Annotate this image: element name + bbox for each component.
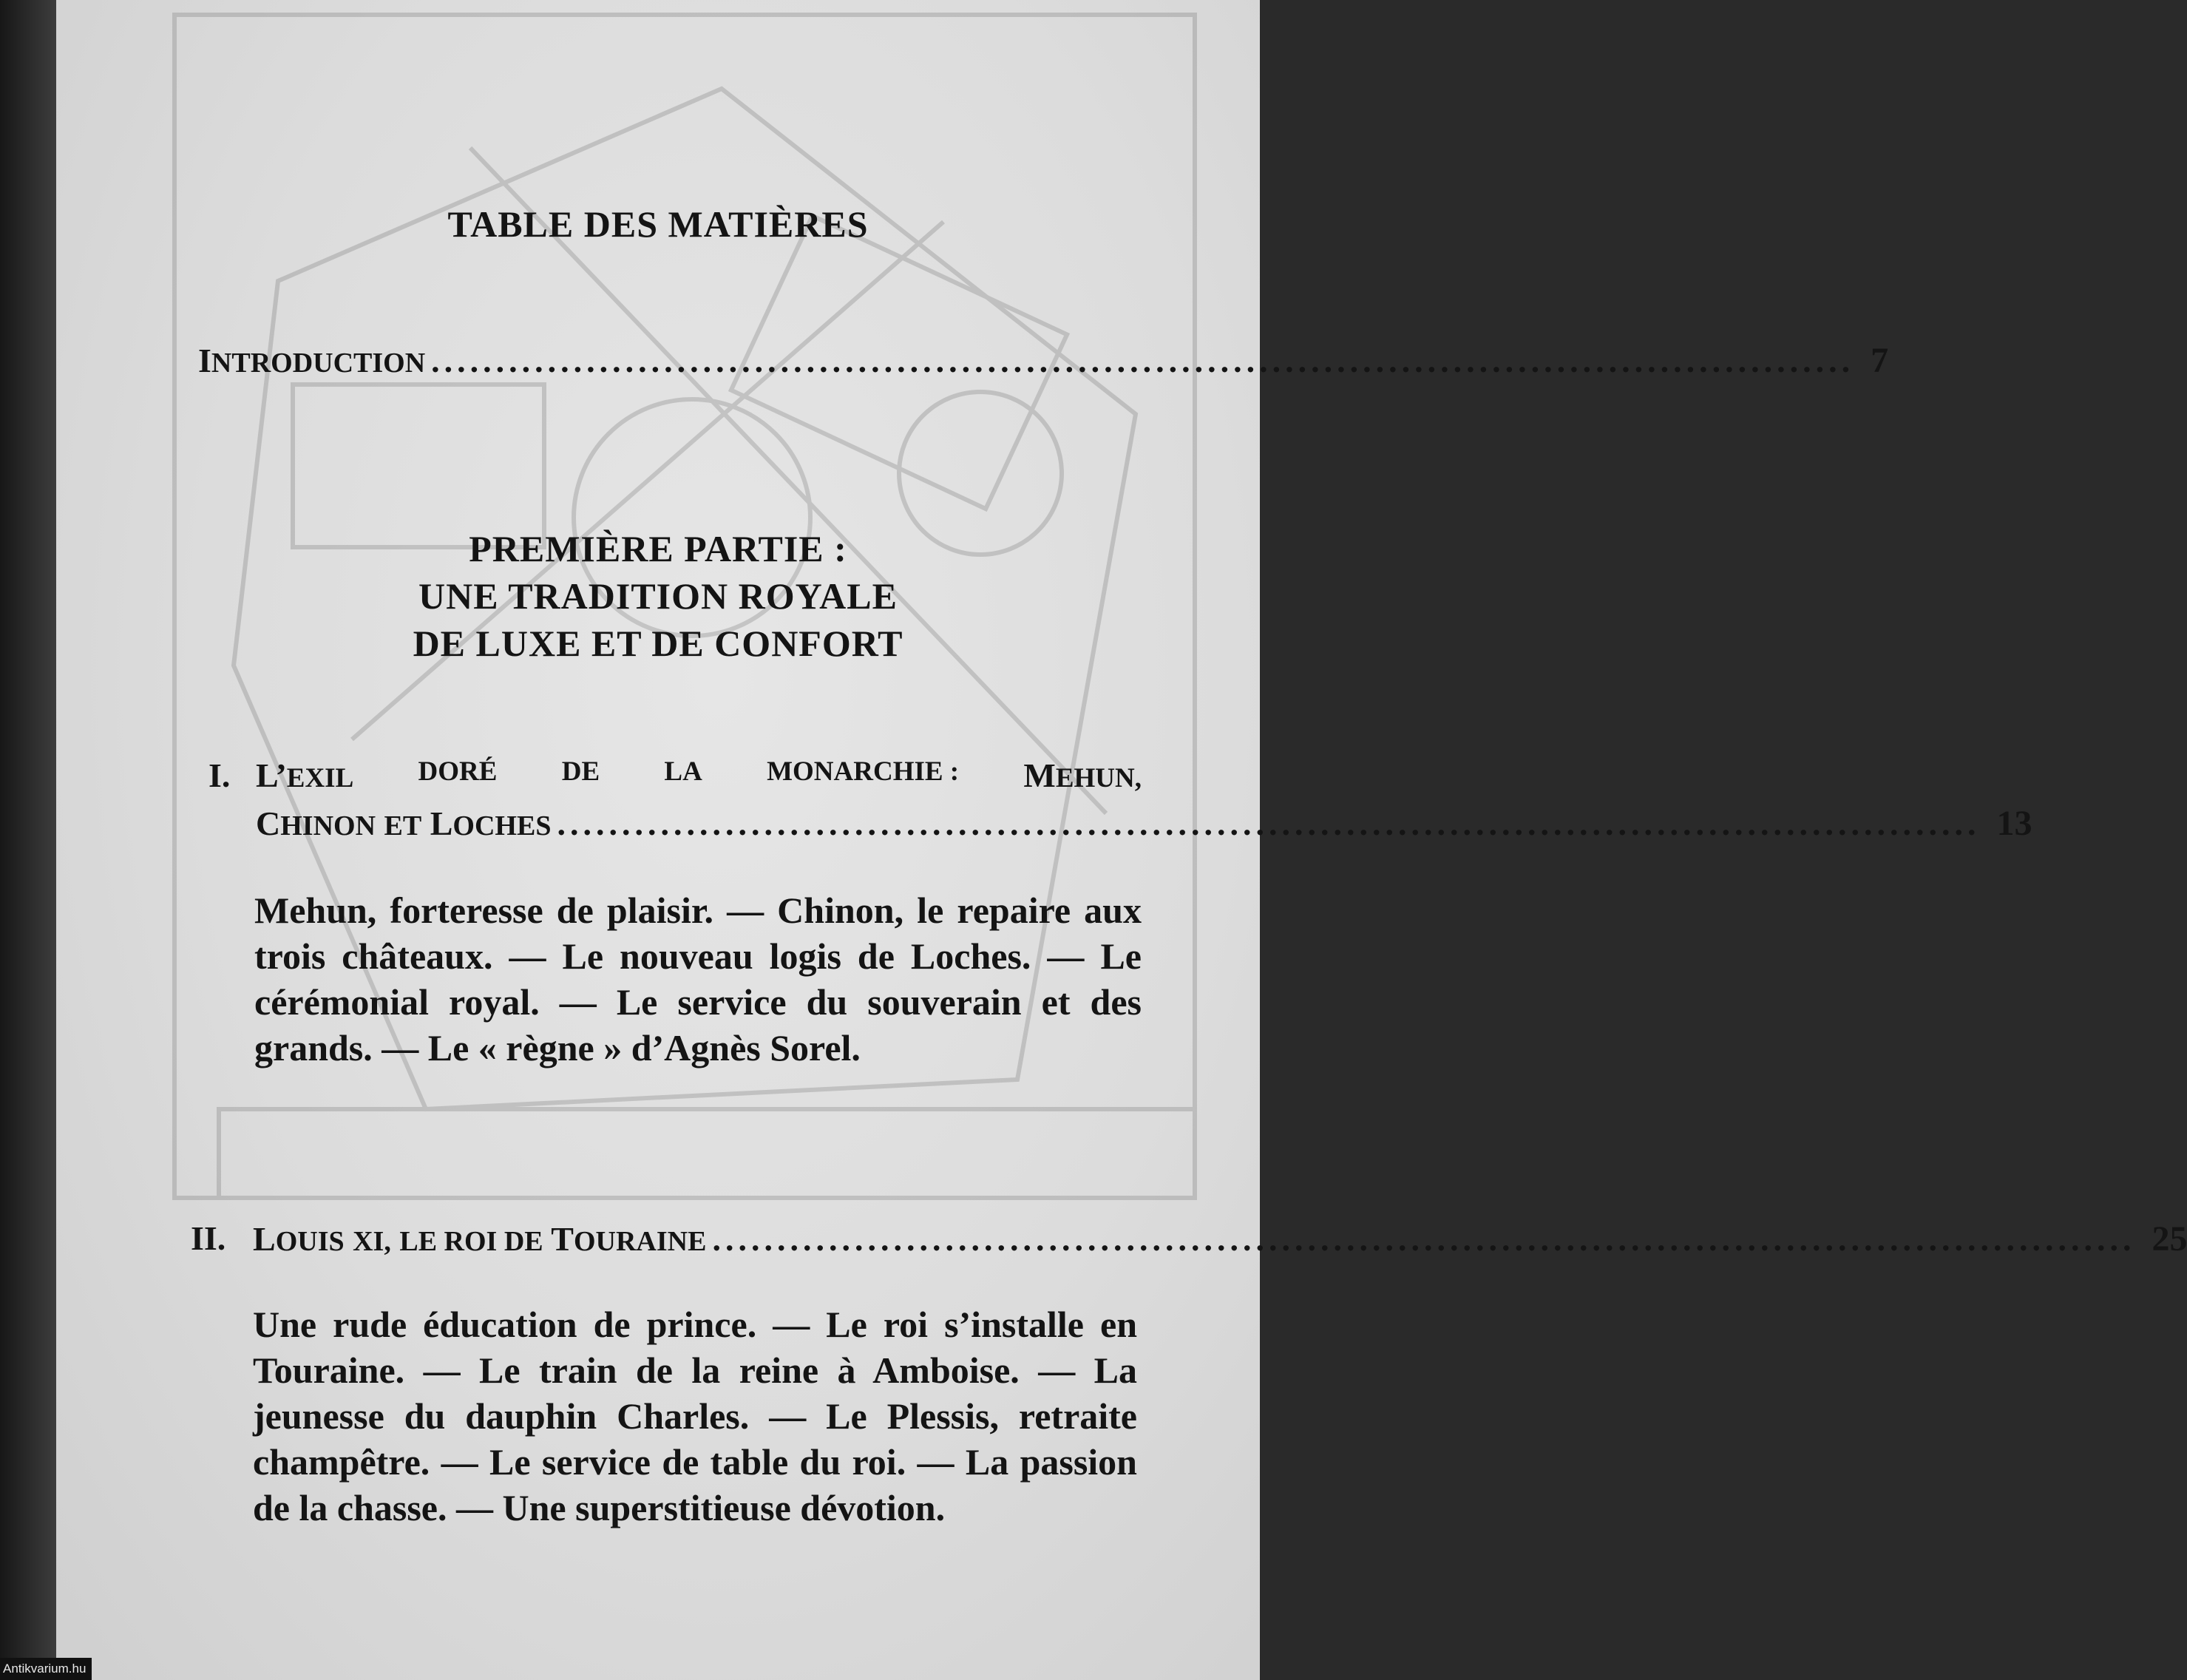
dot-leader: ..............................................................................................................	[712, 1220, 2136, 1258]
title-word: DE	[561, 756, 600, 787]
word-part: M	[1023, 756, 1056, 794]
toc-entry-introduction[interactable]	[198, 340, 1889, 381]
label-initial: L	[253, 1220, 276, 1258]
label-initial: T	[551, 1220, 574, 1258]
label-rest: OCHES	[452, 810, 552, 841]
entry-label	[198, 341, 425, 380]
book-spine-shadow	[0, 0, 56, 1680]
chapter-summary: Une rude éducation de prince. — Le roi s’installe en Touraine. — Le train de la reine à Amboise. — La jeunesse du dauphin Charles. — Le Plessis, retraite champêtre. — Le service de table du roi. — La passion de la chasse. — Une superstitieuse dévotion.	[253, 1304, 1137, 1528]
toc-entry-chapter-1[interactable]	[256, 803, 2032, 844]
part-one-heading	[56, 525, 1260, 667]
label-rest: NTRODUCTION	[211, 348, 426, 379]
watermark: Antikvarium.hu	[0, 1658, 92, 1680]
part-heading-line: UNE TRADITION ROYALE	[418, 575, 898, 617]
title-word	[256, 756, 353, 795]
toc-title: TABLE DES MATIÈRES	[447, 203, 869, 245]
title-word: DORÉ	[418, 756, 498, 787]
dot-leader: ..............................................................................................................	[557, 805, 1981, 842]
chapter-number: II.	[191, 1219, 226, 1257]
page-number: 7	[1871, 341, 1889, 380]
book-page	[56, 0, 2187, 1680]
title-word: LA	[664, 756, 702, 787]
chapter-summary: Mehun, forteresse de plaisir. — Chinon, le repaire aux trois châteaux. — Le nouveau logis de Loches. — Le cérémonial royal. — Le service du souverain et des grands. — Le « règne » d’Agnès Sorel.	[254, 890, 1142, 1068]
toc-entry-chapter-2[interactable]	[253, 1219, 2187, 1259]
entry-label	[256, 804, 551, 843]
part-heading-line: DE LUXE ET DE CONFORT	[413, 623, 903, 664]
label-rest: XI,	[353, 1226, 391, 1257]
word-part: EHUN,	[1055, 763, 1142, 793]
word-part: L’	[256, 756, 287, 794]
label-initial: C	[256, 805, 281, 842]
page-number: 13	[1996, 804, 2032, 843]
chapter-title-line[interactable]	[256, 756, 1142, 795]
label-rest: HINON	[280, 810, 376, 841]
label-rest: OURAINE	[573, 1226, 707, 1257]
page-number: 25	[2152, 1219, 2187, 1259]
title-word: MONARCHIE :	[767, 756, 960, 787]
chapter-number: I.	[208, 756, 231, 794]
label-initial: L	[430, 805, 453, 842]
word-part: EXIL	[286, 763, 354, 793]
label-rest: LE ROI DE	[399, 1226, 543, 1257]
label-rest: OUIS	[275, 1226, 345, 1257]
title-word	[1023, 756, 1142, 795]
dot-leader: ..............................................................................................................	[431, 342, 1855, 379]
label-rest: ET	[384, 810, 422, 841]
label-initial: I	[198, 342, 211, 379]
part-heading-line: PREMIÈRE PARTIE :	[469, 528, 847, 569]
entry-label	[253, 1219, 706, 1259]
